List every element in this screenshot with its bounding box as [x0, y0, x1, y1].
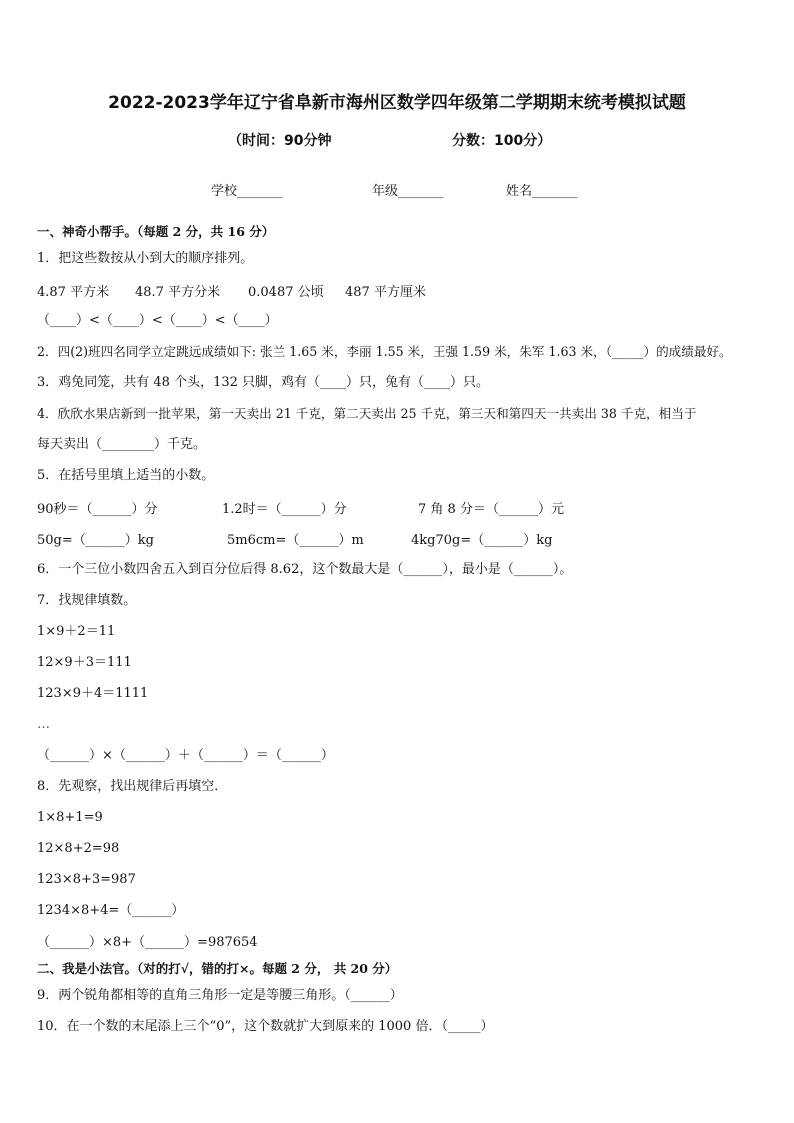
question-4-cont: 每天卖出（________）千克。 [37, 437, 207, 452]
q1-item: 0.0487 公顷 [248, 285, 324, 300]
question-9: 9．两个锐角都相等的直角三角形一定是等腰三角形。（______） [37, 988, 403, 1003]
question-2: 2．四(2)班四名同学立定跳远成绩如下: 张兰 1.65 米，李丽 1.55 米，王强 1.59 米，朱军 1.63 米，（_____）的成绩最好。 [37, 344, 732, 359]
q5-item: 1.2时＝（______）分 [222, 502, 347, 517]
question-6: 6．一个三位小数四舍五入到百分位后得 8.62，这个数最大是（______），最小是（______）。 [37, 562, 573, 577]
question-5: 5．在括号里填上适当的小数。 [37, 468, 215, 483]
q8-line: （______）×8+（______）=987654 [37, 935, 258, 950]
question-3: 3．鸡兔同笼，共有 48 个头，132 只脚，鸡有（____）只，兔有（____）只。 [37, 375, 490, 390]
question-8: 8．先观察，找出规律后再填空． [37, 779, 228, 794]
question-1: 1．把这些数按从小到大的顺序排列。 [37, 251, 254, 266]
exam-time: （时间：90分钟 [228, 133, 332, 149]
q5-item: 4kg70g=（______）kg [411, 533, 553, 548]
exam-score: 分数：100分） [452, 133, 552, 149]
question-4: 4．欣欣水果店新到一批苹果，第一天卖出 21 千克，第二天卖出 25 千克，第三天和第四天一共卖出 38 千克，相当于 [37, 406, 697, 421]
q7-answer-blanks: （______）×（______）＋（______）＝（______） [37, 748, 334, 763]
grade-field: 年级_______ [372, 184, 444, 199]
q5-item: 7 角 8 分＝（______）元 [418, 502, 564, 517]
question-7: 7．找规律填数。 [37, 593, 137, 608]
q8-line: 1×8+1=9 [37, 810, 103, 825]
q1-item: 487 平方厘米 [345, 285, 426, 300]
q1-answer-blanks: （____）<（____）<（____）<（____） [37, 313, 278, 328]
question-10: 10．在一个数的末尾添上三个“0”，这个数就扩大到原来的 1000 倍．（_____） [37, 1019, 494, 1034]
q1-item: 4.87 平方米 [37, 285, 110, 300]
q5-item: 90秒＝（______）分 [37, 502, 158, 517]
q8-line: 12×8+2=98 [37, 841, 120, 856]
section-2-heading: 二、我是小法官。（对的打√，错的打×。每题 2 分， 共 20 分） [37, 961, 398, 976]
school-field: 学校_______ [211, 184, 283, 199]
q7-line: 1×9＋2＝11 [37, 624, 116, 639]
name-field: 姓名_______ [506, 184, 578, 199]
q5-item: 5m6cm=（______）m [227, 533, 364, 548]
q5-item: 50g=（______）kg [37, 533, 154, 548]
q8-line: 1234×8+4=（______） [37, 903, 185, 918]
q7-line: … [37, 717, 50, 732]
q7-line: 123×9＋4＝1111 [37, 686, 149, 701]
q8-line: 123×8+3=987 [37, 872, 136, 887]
section-1-heading: 一、神奇小帮手。（每题 2 分，共 16 分） [37, 224, 275, 239]
page-title: 2022-2023学年辽宁省阜新市海州区数学四年级第二学期期末统考模拟试题 [108, 93, 686, 113]
q7-line: 12×9＋3＝111 [37, 655, 132, 670]
q1-item: 48.7 平方分米 [135, 285, 221, 300]
